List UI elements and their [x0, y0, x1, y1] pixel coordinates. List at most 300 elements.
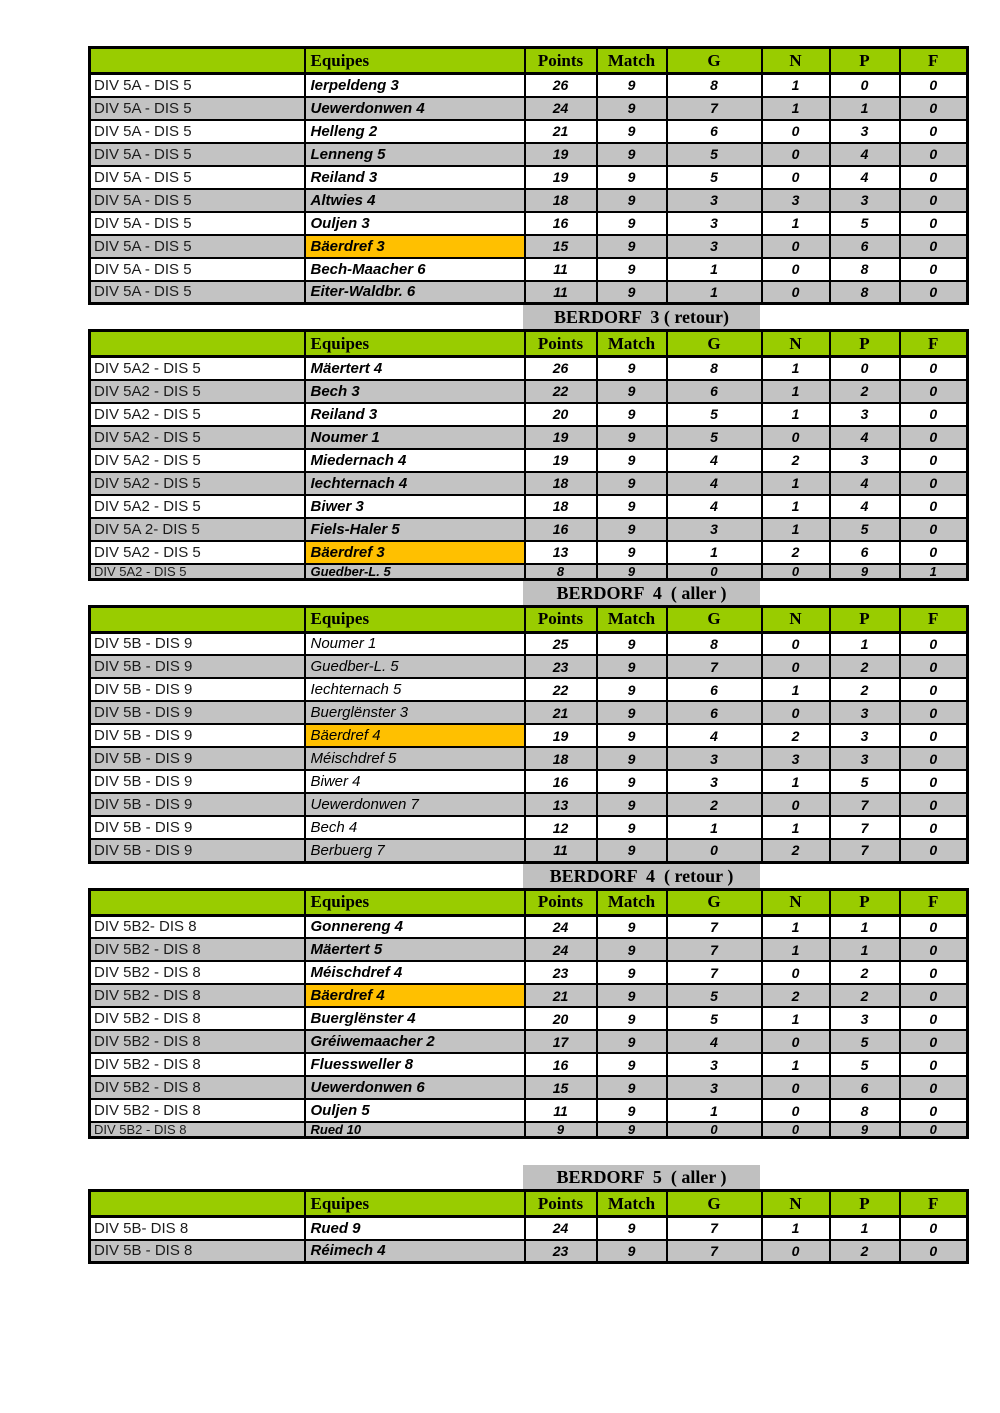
stat-p: 3: [830, 1007, 900, 1030]
table-row: [90, 166, 968, 189]
column-header-equipes: Equipes: [305, 606, 525, 632]
table-row: [90, 747, 968, 770]
stat-points: 20: [525, 403, 597, 426]
stat-points: 23: [525, 1240, 597, 1263]
column-header-g: G: [667, 331, 762, 357]
stat-n: 1: [762, 915, 830, 938]
team-name: Gonnereng 4: [305, 915, 525, 938]
division-label: DIV 5A - DIS 5: [90, 281, 305, 304]
stat-g: 1: [667, 1099, 762, 1122]
division-label: DIV 5A2 - DIS 5: [90, 380, 305, 403]
column-header-g: G: [667, 889, 762, 915]
column-header-match: Match: [597, 889, 667, 915]
stat-f: 0: [900, 472, 968, 495]
stat-f: 0: [900, 678, 968, 701]
table-row: [90, 1099, 968, 1122]
stat-p: 6: [830, 235, 900, 258]
stat-g: 6: [667, 678, 762, 701]
standings-table: [88, 46, 969, 305]
column-header-n: N: [762, 606, 830, 632]
column-header-g: G: [667, 1191, 762, 1217]
division-label: DIV 5A2 - DIS 5: [90, 449, 305, 472]
table-row: [90, 258, 968, 281]
stat-points: 22: [525, 380, 597, 403]
stat-points: 21: [525, 984, 597, 1007]
stat-n: 2: [762, 449, 830, 472]
stat-f: 0: [900, 1076, 968, 1099]
table-row: [90, 724, 968, 747]
stat-f: 0: [900, 747, 968, 770]
stat-n: 0: [762, 281, 830, 304]
stat-g: 5: [667, 984, 762, 1007]
stat-match: 9: [597, 449, 667, 472]
table-row: [90, 1217, 968, 1240]
stat-g: 7: [667, 961, 762, 984]
stat-p: 4: [830, 472, 900, 495]
division-label: DIV 5A - DIS 5: [90, 235, 305, 258]
team-name: Bäerdref 4: [305, 984, 525, 1007]
stat-g: 5: [667, 403, 762, 426]
stat-p: 5: [830, 212, 900, 235]
stat-f: 0: [900, 189, 968, 212]
stat-f: 0: [900, 839, 968, 862]
column-header-division: [90, 889, 305, 915]
team-name: Guedber-L. 5: [305, 564, 525, 580]
stat-n: 0: [762, 632, 830, 655]
column-header-f: F: [900, 606, 968, 632]
division-label: DIV 5A2 - DIS 5: [90, 541, 305, 564]
stat-g: 3: [667, 235, 762, 258]
stat-p: 5: [830, 1053, 900, 1076]
stat-p: 3: [830, 189, 900, 212]
division-label: DIV 5A2 - DIS 5: [90, 426, 305, 449]
stat-match: 9: [597, 357, 667, 380]
stat-p: 9: [830, 1122, 900, 1138]
stat-f: 0: [900, 495, 968, 518]
stat-match: 9: [597, 701, 667, 724]
stat-p: 5: [830, 518, 900, 541]
stat-points: 24: [525, 97, 597, 120]
division-label: DIV 5B2 - DIS 8: [90, 984, 305, 1007]
table-row: [90, 770, 968, 793]
header-row: [90, 889, 968, 915]
stat-p: 3: [830, 747, 900, 770]
stat-points: 25: [525, 632, 597, 655]
stat-p: 1: [830, 915, 900, 938]
stat-n: 2: [762, 541, 830, 564]
stat-n: 0: [762, 701, 830, 724]
stat-match: 9: [597, 426, 667, 449]
division-label: DIV 5B2 - DIS 8: [90, 938, 305, 961]
column-header-match: Match: [597, 48, 667, 74]
table-row: [90, 816, 968, 839]
stat-match: 9: [597, 212, 667, 235]
team-name: Méischdref 5: [305, 747, 525, 770]
column-header-points: Points: [525, 889, 597, 915]
stat-g: 3: [667, 189, 762, 212]
division-label: DIV 5B - DIS 9: [90, 747, 305, 770]
division-label: DIV 5B - DIS 8: [90, 1240, 305, 1263]
team-name: Eiter-Waldbr. 6: [305, 281, 525, 304]
stat-points: 11: [525, 1099, 597, 1122]
stat-g: 5: [667, 426, 762, 449]
table-row: [90, 541, 968, 564]
column-header-n: N: [762, 889, 830, 915]
stat-p: 1: [830, 97, 900, 120]
stat-points: 24: [525, 915, 597, 938]
column-header-p: P: [830, 48, 900, 74]
stat-points: 15: [525, 235, 597, 258]
stat-points: 19: [525, 449, 597, 472]
stat-p: 2: [830, 984, 900, 1007]
stat-g: 6: [667, 120, 762, 143]
stat-match: 9: [597, 961, 667, 984]
column-header-f: F: [900, 331, 968, 357]
stat-n: 1: [762, 74, 830, 97]
stat-n: 1: [762, 1053, 830, 1076]
column-header-p: P: [830, 606, 900, 632]
header-row: [90, 1191, 968, 1217]
stat-n: 2: [762, 984, 830, 1007]
stat-points: 12: [525, 816, 597, 839]
stat-f: 0: [900, 380, 968, 403]
division-label: DIV 5A2 - DIS 5: [90, 495, 305, 518]
stat-p: 4: [830, 166, 900, 189]
team-name: Altwies 4: [305, 189, 525, 212]
stat-g: 2: [667, 793, 762, 816]
table-row: [90, 120, 968, 143]
stat-n: 1: [762, 678, 830, 701]
stat-n: 0: [762, 655, 830, 678]
table-row: [90, 212, 968, 235]
table-row: [90, 472, 968, 495]
stat-match: 9: [597, 747, 667, 770]
stat-match: 9: [597, 403, 667, 426]
stat-g: 4: [667, 449, 762, 472]
stat-f: 0: [900, 97, 968, 120]
column-header-match: Match: [597, 1191, 667, 1217]
column-header-points: Points: [525, 606, 597, 632]
table-row: [90, 1007, 968, 1030]
stat-match: 9: [597, 839, 667, 862]
stat-f: 0: [900, 1099, 968, 1122]
team-name: Rued 9: [305, 1217, 525, 1240]
stat-g: 7: [667, 655, 762, 678]
team-name: Bäerdref 4: [305, 724, 525, 747]
stat-f: 0: [900, 212, 968, 235]
stat-points: 11: [525, 281, 597, 304]
division-label: DIV 5B2 - DIS 8: [90, 1122, 305, 1138]
team-name: Mäertert 5: [305, 938, 525, 961]
team-name: Ierpeldeng 3: [305, 74, 525, 97]
team-name: Lenneng 5: [305, 143, 525, 166]
stat-g: 5: [667, 166, 762, 189]
stat-g: 4: [667, 472, 762, 495]
stat-points: 19: [525, 166, 597, 189]
stat-match: 9: [597, 258, 667, 281]
stat-p: 3: [830, 403, 900, 426]
team-name: Noumer 1: [305, 426, 525, 449]
stat-p: 7: [830, 816, 900, 839]
stat-f: 0: [900, 120, 968, 143]
stat-f: 0: [900, 1053, 968, 1076]
stat-points: 20: [525, 1007, 597, 1030]
table-row: [90, 1053, 968, 1076]
stat-g: 1: [667, 816, 762, 839]
stat-g: 1: [667, 258, 762, 281]
stat-f: 0: [900, 770, 968, 793]
stat-points: 18: [525, 747, 597, 770]
column-header-division: [90, 1191, 305, 1217]
stat-n: 0: [762, 143, 830, 166]
stat-f: 0: [900, 1030, 968, 1053]
column-header-f: F: [900, 889, 968, 915]
team-name: Buerglënster 3: [305, 701, 525, 724]
stat-n: 1: [762, 403, 830, 426]
stat-f: 0: [900, 357, 968, 380]
table-row: [90, 518, 968, 541]
stat-points: 26: [525, 74, 597, 97]
division-label: DIV 5B - DIS 9: [90, 678, 305, 701]
table-row: [90, 678, 968, 701]
stat-points: 19: [525, 724, 597, 747]
stat-points: 19: [525, 426, 597, 449]
stat-points: 9: [525, 1122, 597, 1138]
stat-p: 7: [830, 839, 900, 862]
table-row: [90, 915, 968, 938]
stat-g: 3: [667, 747, 762, 770]
stat-n: 2: [762, 724, 830, 747]
stat-p: 2: [830, 961, 900, 984]
team-name: Reiland 3: [305, 166, 525, 189]
stat-match: 9: [597, 166, 667, 189]
division-label: DIV 5B- DIS 8: [90, 1217, 305, 1240]
stat-p: 8: [830, 281, 900, 304]
team-name: Guedber-L. 5: [305, 655, 525, 678]
table-row: [90, 564, 968, 580]
team-name: Berbuerg 7: [305, 839, 525, 862]
stat-p: 6: [830, 541, 900, 564]
stat-match: 9: [597, 564, 667, 580]
division-label: DIV 5B - DIS 9: [90, 701, 305, 724]
stat-p: 6: [830, 1076, 900, 1099]
table-row: [90, 143, 968, 166]
standings-table: [88, 605, 969, 864]
stat-g: 4: [667, 495, 762, 518]
table-row: [90, 984, 968, 1007]
team-name: Réimech 4: [305, 1240, 525, 1263]
stat-f: 0: [900, 915, 968, 938]
stat-match: 9: [597, 97, 667, 120]
table-row: [90, 839, 968, 862]
division-label: DIV 5A - DIS 5: [90, 97, 305, 120]
stat-g: 5: [667, 143, 762, 166]
team-name: Buerglënster 4: [305, 1007, 525, 1030]
stat-p: 0: [830, 74, 900, 97]
table-row: [90, 380, 968, 403]
stat-g: 7: [667, 97, 762, 120]
division-label: DIV 5A 2- DIS 5: [90, 518, 305, 541]
stat-f: 1: [900, 564, 968, 580]
stat-n: 1: [762, 1007, 830, 1030]
stat-points: 26: [525, 357, 597, 380]
team-name: Noumer 1: [305, 632, 525, 655]
stat-n: 0: [762, 258, 830, 281]
stat-points: 15: [525, 1076, 597, 1099]
stat-match: 9: [597, 770, 667, 793]
stat-points: 19: [525, 143, 597, 166]
division-label: DIV 5B2 - DIS 8: [90, 1007, 305, 1030]
team-name: Iechternach 4: [305, 472, 525, 495]
division-label: DIV 5B - DIS 9: [90, 816, 305, 839]
stat-f: 0: [900, 984, 968, 1007]
stat-g: 7: [667, 915, 762, 938]
stat-f: 0: [900, 701, 968, 724]
division-label: DIV 5A - DIS 5: [90, 74, 305, 97]
section-heading: BERDORF 3 ( retour): [523, 305, 760, 329]
division-label: DIV 5A2 - DIS 5: [90, 472, 305, 495]
section-heading: BERDORF 5 ( aller ): [523, 1165, 760, 1189]
stat-g: 0: [667, 839, 762, 862]
table-row: [90, 235, 968, 258]
stat-p: 3: [830, 120, 900, 143]
division-label: DIV 5A - DIS 5: [90, 166, 305, 189]
stat-f: 0: [900, 724, 968, 747]
stat-n: 1: [762, 495, 830, 518]
column-header-equipes: Equipes: [305, 889, 525, 915]
division-label: DIV 5B2 - DIS 8: [90, 1030, 305, 1053]
stat-n: 0: [762, 1240, 830, 1263]
team-name: Ouljen 5: [305, 1099, 525, 1122]
stat-f: 0: [900, 143, 968, 166]
stat-p: 2: [830, 380, 900, 403]
stat-p: 2: [830, 655, 900, 678]
stat-p: 1: [830, 632, 900, 655]
team-name: Bäerdref 3: [305, 235, 525, 258]
stat-points: 24: [525, 1217, 597, 1240]
stat-n: 0: [762, 166, 830, 189]
stat-f: 0: [900, 541, 968, 564]
stat-points: 18: [525, 472, 597, 495]
column-header-g: G: [667, 48, 762, 74]
table-row: [90, 403, 968, 426]
header-row: [90, 606, 968, 632]
stat-match: 9: [597, 1030, 667, 1053]
stat-match: 9: [597, 495, 667, 518]
stat-n: 3: [762, 747, 830, 770]
stat-n: 1: [762, 357, 830, 380]
stat-match: 9: [597, 189, 667, 212]
stat-p: 5: [830, 770, 900, 793]
column-header-p: P: [830, 331, 900, 357]
stat-f: 0: [900, 166, 968, 189]
stat-f: 0: [900, 961, 968, 984]
stat-points: 11: [525, 258, 597, 281]
stat-g: 1: [667, 541, 762, 564]
stat-p: 8: [830, 1099, 900, 1122]
stat-p: 0: [830, 357, 900, 380]
stat-points: 23: [525, 655, 597, 678]
stat-f: 0: [900, 258, 968, 281]
stat-f: 0: [900, 793, 968, 816]
stat-match: 9: [597, 816, 667, 839]
table-row: [90, 189, 968, 212]
division-label: DIV 5B - DIS 9: [90, 793, 305, 816]
stat-match: 9: [597, 541, 667, 564]
stat-g: 3: [667, 1053, 762, 1076]
stat-match: 9: [597, 1217, 667, 1240]
stat-f: 0: [900, 235, 968, 258]
column-header-n: N: [762, 331, 830, 357]
stat-match: 9: [597, 655, 667, 678]
stat-g: 4: [667, 724, 762, 747]
team-name: Bech 3: [305, 380, 525, 403]
stat-p: 4: [830, 143, 900, 166]
stat-n: 0: [762, 235, 830, 258]
division-label: DIV 5B - DIS 9: [90, 632, 305, 655]
section-heading: BERDORF 4 ( aller ): [523, 581, 760, 605]
stat-g: 6: [667, 701, 762, 724]
table-row: [90, 426, 968, 449]
stat-n: 0: [762, 1099, 830, 1122]
stat-points: 17: [525, 1030, 597, 1053]
stat-p: 5: [830, 1030, 900, 1053]
column-header-f: F: [900, 48, 968, 74]
stat-points: 11: [525, 839, 597, 862]
table-row: [90, 961, 968, 984]
stat-points: 18: [525, 189, 597, 212]
stat-n: 0: [762, 1076, 830, 1099]
stat-n: 1: [762, 472, 830, 495]
stat-n: 2: [762, 839, 830, 862]
column-header-division: [90, 331, 305, 357]
stat-g: 5: [667, 1007, 762, 1030]
column-header-match: Match: [597, 331, 667, 357]
stat-n: 1: [762, 816, 830, 839]
header-row: [90, 331, 968, 357]
division-label: DIV 5B2 - DIS 8: [90, 1099, 305, 1122]
stat-n: 0: [762, 426, 830, 449]
stat-n: 0: [762, 961, 830, 984]
division-label: DIV 5A2 - DIS 5: [90, 564, 305, 580]
stat-f: 0: [900, 1122, 968, 1138]
column-header-points: Points: [525, 1191, 597, 1217]
stat-n: 0: [762, 1030, 830, 1053]
stat-points: 13: [525, 793, 597, 816]
stat-f: 0: [900, 518, 968, 541]
stat-match: 9: [597, 1053, 667, 1076]
stat-match: 9: [597, 120, 667, 143]
stat-g: 6: [667, 380, 762, 403]
team-name: Iechternach 5: [305, 678, 525, 701]
stat-match: 9: [597, 380, 667, 403]
table-row: [90, 357, 968, 380]
header-row: [90, 48, 968, 74]
stat-p: 7: [830, 793, 900, 816]
stat-g: 3: [667, 518, 762, 541]
stat-g: 7: [667, 1217, 762, 1240]
column-header-division: [90, 48, 305, 74]
team-name: Rued 10: [305, 1122, 525, 1138]
division-label: DIV 5B - DIS 9: [90, 655, 305, 678]
table-row: [90, 495, 968, 518]
column-header-equipes: Equipes: [305, 48, 525, 74]
table-row: [90, 1076, 968, 1099]
stat-p: 2: [830, 1240, 900, 1263]
stat-p: 4: [830, 426, 900, 449]
division-label: DIV 5A2 - DIS 5: [90, 403, 305, 426]
stat-n: 1: [762, 938, 830, 961]
